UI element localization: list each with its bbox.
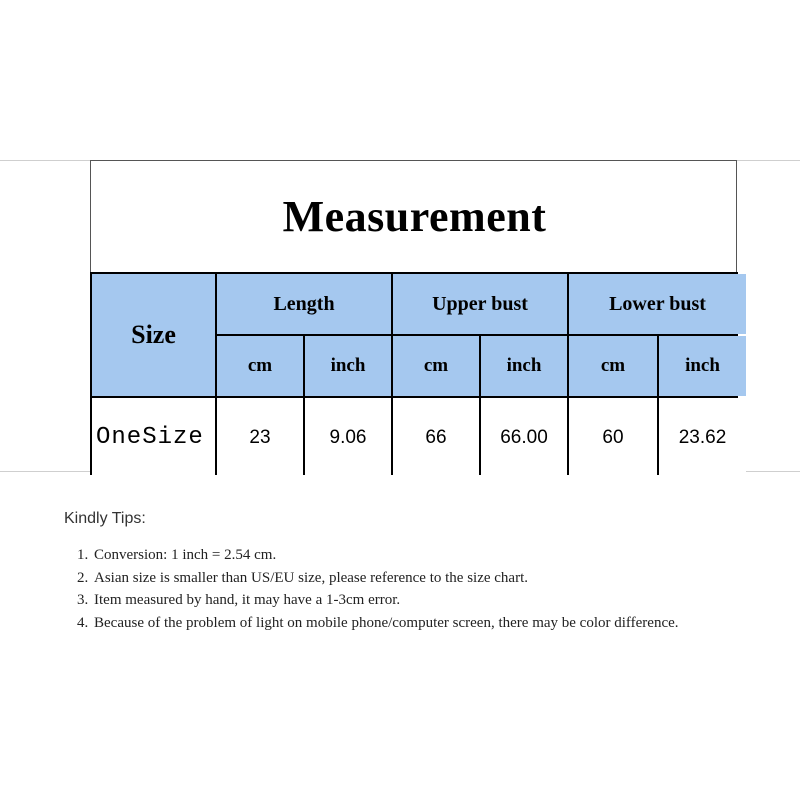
tips-heading: Kindly Tips: <box>64 510 146 527</box>
upper-bust-cm-header: cm <box>393 336 479 396</box>
title-box <box>90 160 737 272</box>
lower-bust-header: Lower bust <box>569 274 746 334</box>
tip-item: 1. Conversion: 1 inch = 2.54 cm. <box>92 544 744 567</box>
size-row-label: OneSize <box>92 398 215 477</box>
length-cm-value: 23 <box>217 398 303 477</box>
tip-item: 2. Asian size is smaller than US/EU size, please reference to the size chart. <box>92 567 744 590</box>
upper-bust-header: Upper bust <box>393 274 567 334</box>
lower-bust-cm-header: cm <box>569 336 657 396</box>
tips-section <box>64 510 744 634</box>
lower-bust-cm-value: 60 <box>569 398 657 477</box>
lower-bust-inch-value: 23.62 <box>659 398 746 477</box>
length-header: Length <box>217 274 391 334</box>
tips-list <box>64 544 744 634</box>
chart-title: Measurement <box>282 192 547 241</box>
tip-item: 4. Because of the problem of light on mobile phone/computer screen, there may be color difference. <box>92 612 744 635</box>
upper-bust-inch-header: inch <box>481 336 567 396</box>
length-inch-value: 9.06 <box>305 398 391 477</box>
size-header: Size <box>92 274 215 396</box>
lower-bust-inch-header: inch <box>659 336 746 396</box>
upper-bust-cm-value: 66 <box>393 398 479 477</box>
measurement-table <box>90 272 738 475</box>
tip-item: 3. Item measured by hand, it may have a 1-3cm error. <box>92 589 744 612</box>
length-cm-header: cm <box>217 336 303 396</box>
upper-bust-inch-value: 66.00 <box>481 398 567 477</box>
length-inch-header: inch <box>305 336 391 396</box>
size-chart <box>90 160 738 475</box>
